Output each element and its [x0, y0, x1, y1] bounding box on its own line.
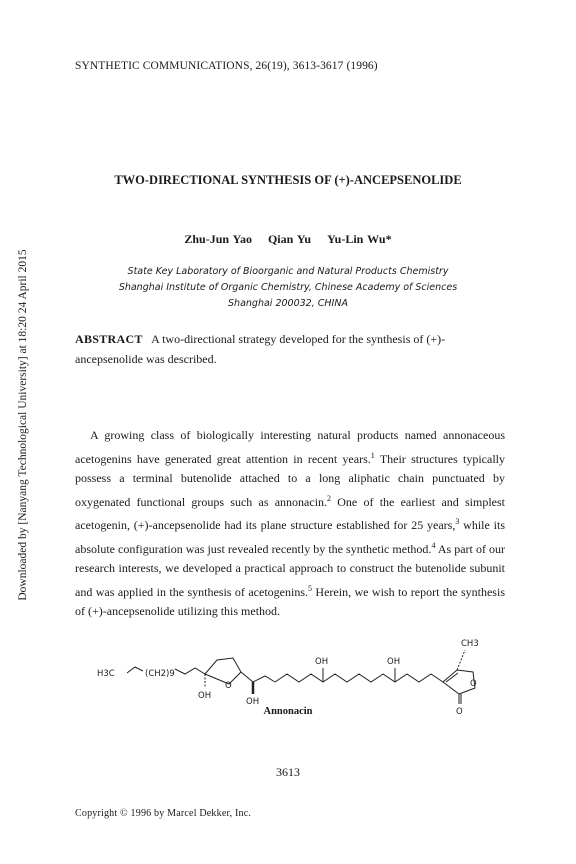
affiliation-line: Shanghai 200032, CHINA [228, 298, 348, 309]
structure-label: OH [198, 691, 212, 701]
abstract-text: A two-directional strategy developed for the synthesis of (+)-ancepsenolide was described. [75, 332, 446, 366]
structure-caption: Annonacin [263, 706, 313, 717]
citation-superscript: 5 [307, 583, 312, 593]
body-text-segment: One of the earliest and simplest acetogenin, (+)-ancepsenolide had its plane structure established for 25 years, [75, 494, 505, 532]
methyl-bond [457, 650, 465, 670]
structure-label: O [225, 681, 232, 691]
copyright-notice: Copyright © 1996 by Marcel Dekker, Inc. [75, 808, 252, 819]
author-name: Yu-Lin Wu* [327, 232, 392, 246]
article-title: TWO-DIRECTIONAL SYNTHESIS OF (+)-ANCEPSENOLIDE [114, 173, 462, 187]
author-name: Qian Yu [267, 232, 312, 246]
citation-superscript: 1 [370, 450, 375, 460]
structure-label: O [470, 679, 477, 689]
structure-label: (CH2)9 [145, 669, 175, 679]
body-paragraph [75, 426, 505, 622]
body-text-segment: Their structures typically possess a terminal butenolide attached to a long aliphatic chain punctuated by oxygenated functional groups such as annonacin. [75, 451, 505, 509]
abstract [75, 329, 505, 369]
body-text-segment: A growing class of biologically interesting natural products named annonaceous acetogenins have generated great attention in recent years. [75, 428, 505, 466]
page-number: 3613 [276, 765, 300, 779]
affiliation-line: State Key Laboratory of Bioorganic and Natural Products Chemistry [127, 266, 449, 277]
structure-label: H3C [97, 669, 115, 679]
chain-bond [127, 667, 143, 673]
citation-superscript: 3 [455, 517, 460, 526]
structure-label: O [456, 707, 463, 717]
chain-bond [275, 674, 443, 682]
structure-label: OH [387, 657, 401, 667]
authors [0, 232, 576, 247]
journal-header: SYNTHETIC COMMUNICATIONS, 26(19), 3613-3617 (1996) [75, 60, 378, 72]
body-text-segment: while its absolute configuration was just revealed recently by the synthetic method. [75, 518, 505, 556]
body-text-segment: As part of our research interests, we developed a practical approach to construct the butenolide subunit and was applied in the synthesis of acetogenins. [75, 541, 505, 599]
structure-label: OH [246, 697, 260, 707]
structure-label: OH [315, 657, 329, 667]
citation-superscript: 2 [327, 493, 332, 503]
chain-bond [241, 672, 275, 682]
citation-superscript: 4 [431, 540, 436, 550]
thf-ring [205, 658, 241, 684]
abstract-label: ABSTRACT [75, 332, 143, 346]
author-name: Zhu-Jun Yao [184, 232, 252, 246]
download-sidebar [2, 215, 29, 635]
body-text-segment: Herein, we wish to report the synthesis of (+)-ancepsenolide utilizing this method. [75, 584, 505, 618]
chain-bond [175, 668, 205, 674]
structure-label: CH3 [461, 639, 479, 649]
download-notice: Downloaded by [Nanyang Technological University] at 18:20 24 April 2015 [17, 249, 29, 601]
affiliation-line: Shanghai Institute of Organic Chemistry, Chinese Academy of Sciences [118, 282, 458, 293]
